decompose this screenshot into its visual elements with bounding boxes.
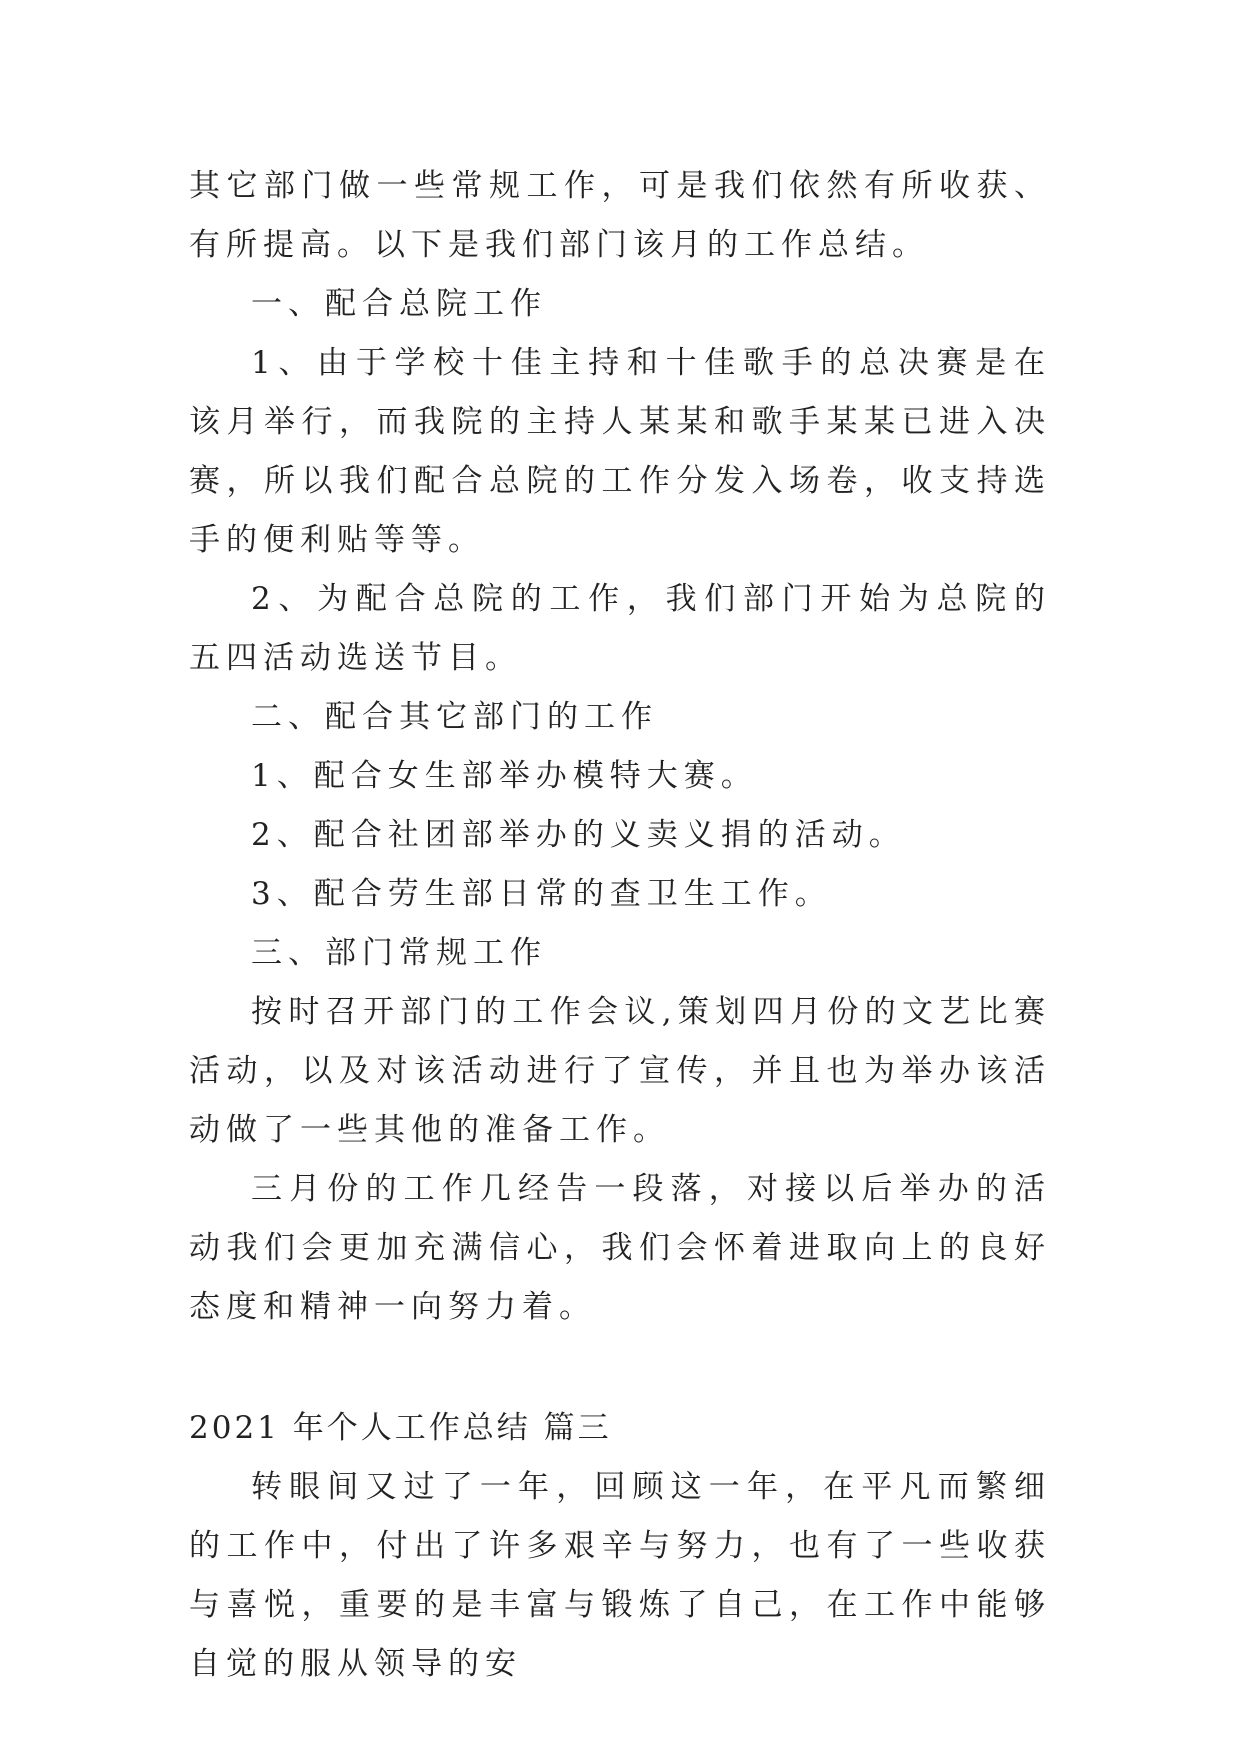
paragraph-intro-continued: 其它部门做一些常规工作，可是我们依然有所收获、有所提高。以下是我们部门该月的工作总结。: [189, 168, 1051, 263]
paragraph-item-1-2: 2、为配合总院的工作，我们部门开始为总院的五四活动选送节目。: [189, 581, 1051, 676]
paragraph-conclusion: 三月份的工作几经告一段落，对接以后举办的活动我们会更加充满信心，我们会怀着进取向上的良好态度和精神一向努力着。: [189, 1171, 1051, 1325]
paragraph-section3-1: 转眼间又过了一年，回顾这一年，在平凡而繁细的工作中，付出了许多艰辛与努力，也有了一些收获与喜悦，重要的是丰富与锻炼了自己，在工作中能够自觉的服从领导的安: [189, 1469, 1051, 1682]
paragraph-item-2-2: 2、配合社团部举办的义卖义捐的活动。: [251, 817, 906, 853]
paragraph-item-1-1: 1、由于学校十佳主持和十佳歌手的总决赛是在该月举行，而我院的主持人某某和歌手某某已进入决赛，所以我们配合总院的工作分发入场卷，收支持选手的便利贴等等。: [189, 345, 1051, 558]
section-heading: 2021 年个人工作总结 篇三: [189, 1410, 612, 1446]
section-spacer: [189, 1337, 1051, 1399]
paragraph-item-2-1: 1、配合女生部举办模特大赛。: [251, 758, 758, 794]
document-body: [189, 157, 1051, 1694]
heading-item-1: 一、配合总院工作: [251, 286, 547, 322]
heading-item-2: 二、配合其它部门的工作: [251, 699, 658, 735]
heading-item-3: 三、部门常规工作: [251, 935, 547, 971]
paragraph-item-2-3: 3、配合劳生部日常的查卫生工作。: [251, 876, 832, 912]
paragraph-item-3-1: 按时召开部门的工作会议,策划四月份的文艺比赛活动，以及对该活动进行了宣传，并且也为举办该活动做了一些其他的准备工作。: [189, 994, 1051, 1148]
